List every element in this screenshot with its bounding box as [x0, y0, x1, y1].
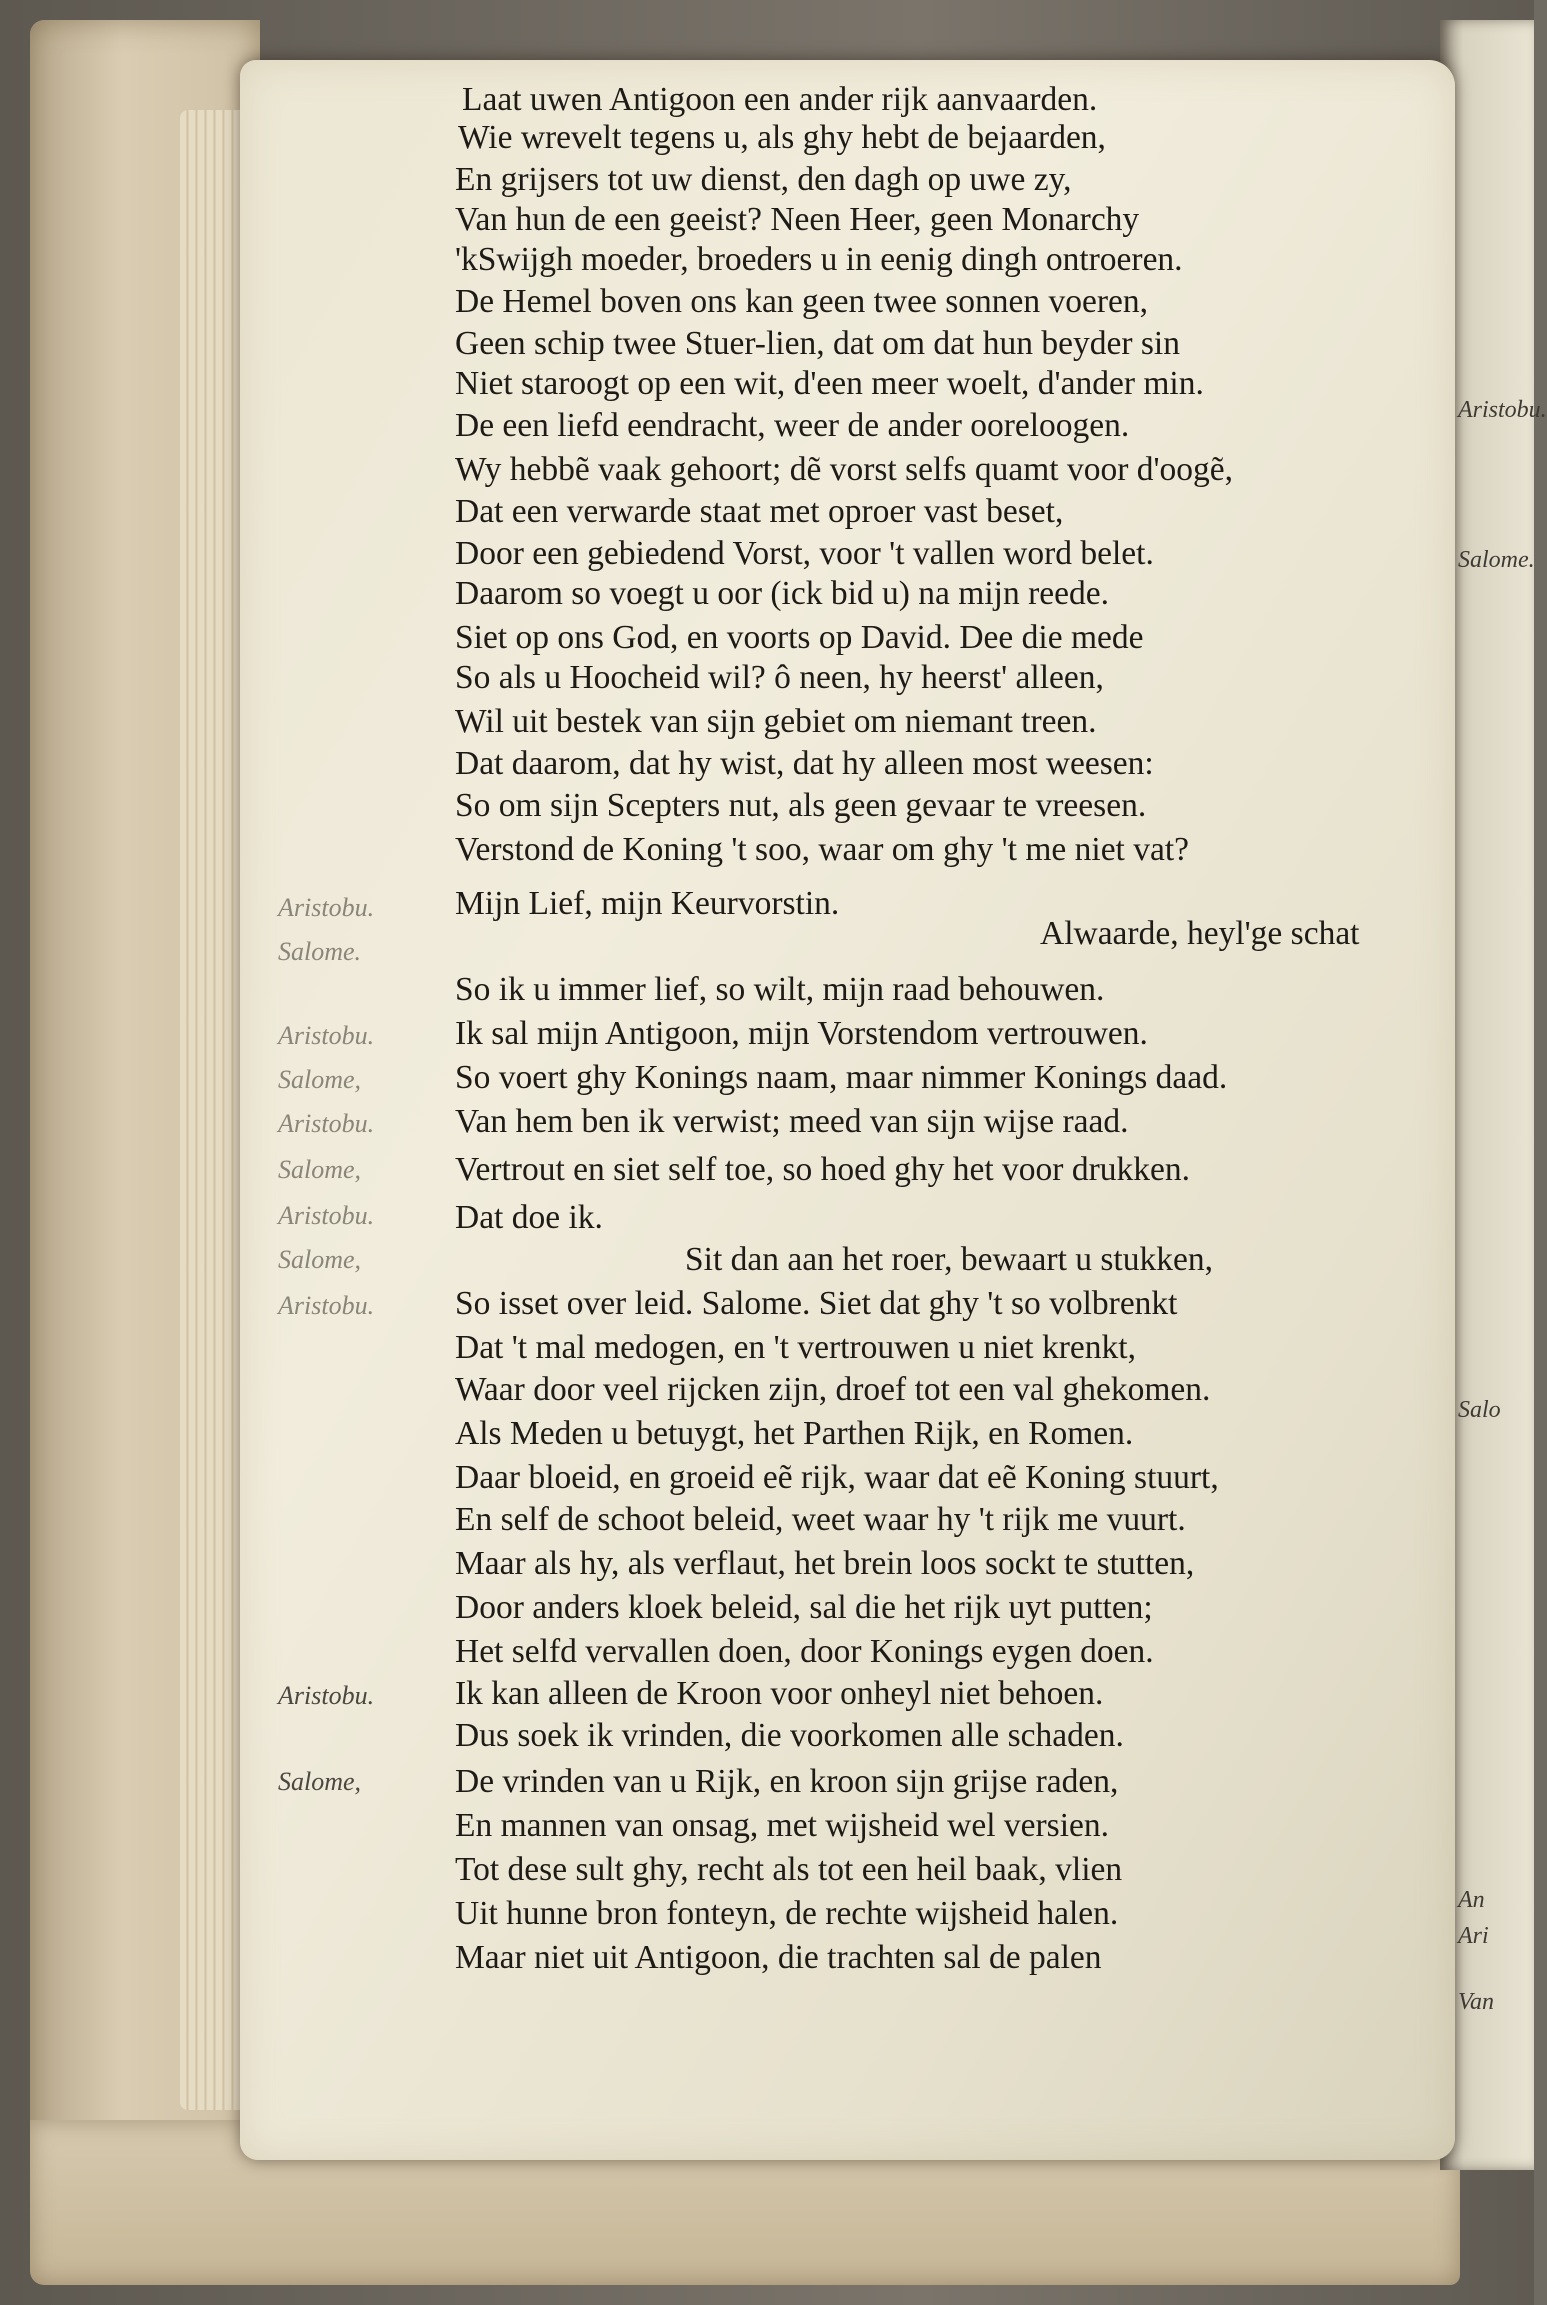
- speaker-name: Aristobu.: [278, 893, 375, 922]
- text-line: So voert ghy Konings naam, maar nimmer Konings daad.: [455, 1059, 1228, 1096]
- text-line: So isset over leid. Salome. Siet dat ghy 't so volbrenkt: [455, 1285, 1178, 1322]
- next-page-speaker: Aristobu.: [1458, 397, 1547, 423]
- text-line: Siet op ons God, en voorts op David. Dee die mede: [455, 619, 1144, 656]
- text-line: En mannen van onsag, met wijsheid wel versien.: [455, 1807, 1110, 1844]
- text-line: Daar bloeid, en groeid eẽ rijk, waar dat eẽ Koning stuurt,: [455, 1459, 1219, 1496]
- text-line: En self de schoot beleid, weet waar hy 't rijk me vuurt.: [455, 1501, 1186, 1538]
- text-line: Daarom so voegt u oor (ick bid u) na mijn reede.: [455, 575, 1109, 612]
- speaker-name: Aristobu.: [278, 1109, 375, 1138]
- text-line: Ik sal mijn Antigoon, mijn Vorstendom vertrouwen.: [455, 1015, 1148, 1052]
- text-line: Sit dan aan het roer, bewaart u stukken,: [685, 1241, 1213, 1278]
- text-line: Tot dese sult ghy, recht als tot een heil baak, vlien: [455, 1851, 1123, 1888]
- text-line: Door anders kloek beleid, sal die het rijk uyt putten;: [455, 1589, 1153, 1626]
- speaker-name: Salome,: [278, 1155, 362, 1184]
- text-line: De vrinden van u Rijk, en kroon sijn grijse raden,: [455, 1763, 1119, 1800]
- text-line: Maar als hy, als verflaut, het brein loos sockt te stutten,: [455, 1545, 1195, 1582]
- next-page-speaker: Salome.: [1458, 547, 1535, 573]
- text-line: Door een gebiedend Vorst, voor 't vallen word belet.: [455, 535, 1154, 572]
- text-line: De Hemel boven ons kan geen twee sonnen voeren,: [455, 283, 1149, 320]
- text-line: Niet staroogt op een wit, d'een meer woelt, d'ander min.: [455, 365, 1204, 402]
- text-line: Alwaarde, heyl'ge schat: [1040, 915, 1360, 952]
- text-line: 'kSwijgh moeder, broeders u in eenig dingh ontroeren.: [455, 241, 1183, 278]
- text-line: Het selfd vervallen doen, door Konings eygen doen.: [455, 1633, 1154, 1670]
- text-line: Als Meden u betuygt, het Parthen Rijk, en Romen.: [455, 1415, 1134, 1452]
- text-line: Waar door veel rijcken zijn, droef tot een val ghekomen.: [455, 1371, 1211, 1408]
- text-line: Van hun de een geeist? Neen Heer, geen Monarchy: [455, 201, 1140, 238]
- text-line: Maar niet uit Antigoon, die trachten sal de palen: [455, 1939, 1102, 1976]
- text-line: Wy hebbẽ vaak gehoort; dẽ vorst selfs quamt voor d'oogẽ,: [455, 451, 1234, 488]
- speaker-name: Aristobu.: [278, 1681, 375, 1710]
- next-page-speaker: Salo: [1458, 1397, 1501, 1423]
- speaker-name: Salome,: [278, 1767, 362, 1796]
- text-line: Mijn Lief, mijn Keurvorstin.: [455, 885, 840, 922]
- speaker-name: Salome,: [278, 1245, 362, 1274]
- text-line: Dat een verwarde staat met oproer vast beset,: [455, 493, 1064, 530]
- text-line: Wil uit bestek van sijn gebiet om niemant treen.: [455, 703, 1097, 740]
- text-line: Wie wrevelt tegens u, als ghy hebt de bejaarden,: [458, 119, 1106, 156]
- text-line: So als u Hoocheid wil? ô neen, hy heerst' alleen,: [455, 659, 1104, 696]
- speaker-name: Salome.: [278, 937, 362, 966]
- speaker-name: Aristobu.: [278, 1021, 375, 1050]
- text-line: Geen schip twee Stuer-lien, dat om dat hun beyder sin: [455, 325, 1180, 362]
- text-line: Uit hunne bron fonteyn, de rechte wijsheid halen.: [455, 1895, 1119, 1932]
- text-line: Van hem ben ik verwist; meed van sijn wijse raad.: [455, 1103, 1129, 1140]
- text-line: De een liefd eendracht, weer de ander ooreloogen.: [455, 407, 1130, 444]
- text-line: So ik u immer lief, so wilt, mijn raad behouwen.: [455, 971, 1105, 1008]
- next-page-speaker: Van: [1458, 1989, 1494, 2015]
- text-line: Dat daarom, dat hy wist, dat hy alleen most weesen:: [455, 745, 1154, 782]
- text-line: Ik kan alleen de Kroon voor onheyl niet behoen.: [455, 1675, 1104, 1712]
- text-line: Vertrout en siet self toe, so hoed ghy het voor drukken.: [455, 1151, 1190, 1188]
- text-line: En grijsers tot uw dienst, den dagh op uwe zy,: [455, 161, 1072, 198]
- next-page-speaker: An: [1458, 1887, 1485, 1913]
- text-line: Dus soek ik vrinden, die voorkomen alle schaden.: [455, 1717, 1124, 1754]
- text-line: Dat doe ik.: [455, 1199, 603, 1236]
- next-page-speaker: Ari: [1458, 1923, 1489, 1949]
- text-line: Dat 't mal medogen, en 't vertrouwen u niet krenkt,: [455, 1329, 1136, 1366]
- text-line: So om sijn Scepters nut, als geen gevaar te vreesen.: [455, 787, 1147, 824]
- speaker-name: Aristobu.: [278, 1201, 375, 1230]
- speaker-name: Salome,: [278, 1065, 362, 1094]
- speaker-name: Aristobu.: [278, 1291, 375, 1320]
- text-line: Verstond de Koning 't soo, waar om ghy 't me niet vat?: [455, 831, 1190, 868]
- text-line: Laat uwen Antigoon een ander rijk aanvaarden.: [462, 81, 1098, 118]
